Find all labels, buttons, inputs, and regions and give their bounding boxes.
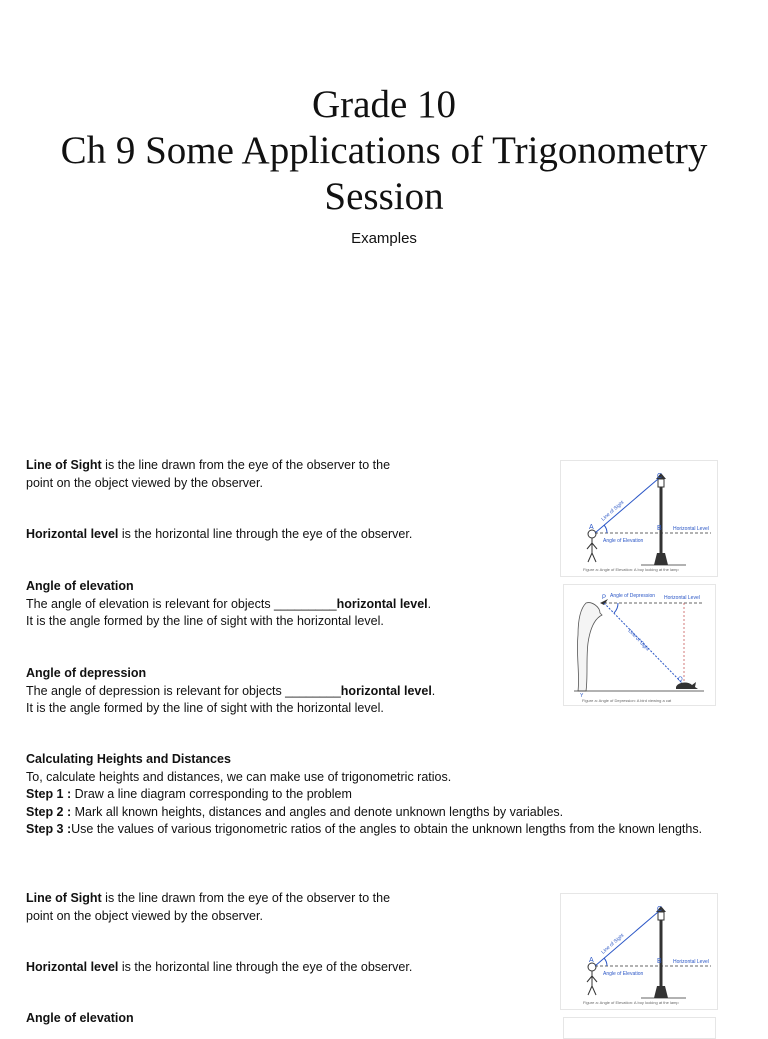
step-1-text: Draw a line diagram corresponding to the problem — [71, 787, 352, 801]
point-a-label: A — [589, 524, 594, 531]
angle-of-depression-block — [26, 665, 435, 718]
point-c-label: C — [657, 906, 663, 913]
calculating-heights-block — [26, 751, 702, 839]
horizontal-level-definition-repeat — [26, 959, 412, 977]
horizontal-level-term: Horizontal level — [26, 527, 119, 541]
title-line-session: Session — [324, 175, 444, 218]
angle-of-elevation-text-1: The angle of elevation is relevant for objects _________ — [26, 596, 337, 611]
point-b-label: B — [657, 525, 662, 532]
cat-icon — [676, 682, 698, 689]
line-of-sight-text-1: is the line drawn from the eye of the observer to the — [101, 458, 391, 472]
angle-of-elevation-heading-repeat-text: Angle of elevation — [26, 1011, 134, 1025]
step-2-text: Mark all known heights, distances and angles and denote unknown lengths by variables. — [71, 804, 564, 819]
angle-of-elevation-block — [26, 578, 431, 631]
line-of-sight-term-repeat: Line of Sight — [26, 891, 102, 905]
angle-arc — [604, 525, 607, 533]
line-of-sight-text-1-repeat: is the line drawn from the eye of the observer to the — [101, 891, 391, 905]
angle-of-depression-heading: Angle of depression — [26, 666, 147, 680]
point-c-label: C — [657, 473, 663, 480]
title-line-chapter: Ch 9 Some Applications of Trigonometry — [60, 129, 708, 172]
angle-of-depression-text-1: The angle of depression is relevant for objects ________ — [26, 683, 341, 698]
angle-of-elevation-text-2: It is the angle formed by the line of sight with the horizontal level. — [26, 614, 384, 628]
subtitle: Examples — [351, 230, 417, 247]
angle-of-elevation-heading-repeat — [26, 1010, 134, 1028]
angle-of-depression-end: . — [431, 683, 436, 698]
horizontal-level-label: Horizontal Level — [673, 526, 709, 532]
angle-of-depression-text-2: It is the angle formed by the line of sight with the horizontal level. — [26, 701, 384, 715]
step-3-label: Step 3 : — [26, 822, 72, 836]
angle-arc — [604, 958, 607, 966]
angle-of-elevation-figure-repeat — [560, 893, 718, 1010]
angle-of-depression-figure — [563, 584, 716, 706]
figure-caption: Figure a: Angle of Elevation: A boy looking at the lamp — [583, 1000, 679, 1005]
line-of-sight-definition-repeat — [26, 890, 390, 925]
observer-figure — [587, 963, 597, 995]
line-of-sight-definition — [26, 457, 390, 492]
angle-arc — [614, 603, 618, 613]
angle-of-depression-label: Angle of Depression — [610, 593, 656, 599]
angle-of-depression-figure-repeat — [563, 1017, 716, 1039]
calculating-heights-heading: Calculating Heights and Distances — [26, 752, 231, 766]
angle-of-elevation-label: Angle of Elevation — [603, 971, 644, 977]
point-p-label: P — [602, 595, 607, 601]
page-title — [0, 82, 768, 220]
line-of-sight-text-2-repeat: point on the object viewed by the observer. — [26, 908, 263, 923]
horizontal-level-label: Horizontal Level — [664, 595, 700, 601]
step-3-text: Use the values of various trigonometric ratios of the angles to obtain the unknown lengths from the known lengths. — [71, 822, 703, 836]
line-of-sight-label: Line of Sight — [626, 628, 651, 653]
horizontal-level-term-repeat: Horizontal level — [26, 960, 119, 974]
step-2-label: Step 2 : — [26, 804, 72, 819]
observer-figure — [587, 530, 597, 562]
step-1-label: Step 1 : — [26, 787, 72, 801]
horizontal-level-label: Horizontal Level — [673, 959, 709, 965]
cliff-shape — [577, 603, 602, 691]
point-q-label: Q — [678, 677, 683, 683]
figure-caption: Figure a: Angle of Depression: A bird viewing a cat — [582, 698, 672, 703]
line-of-sight-label: Line of Sight — [600, 932, 626, 956]
point-b-label: B — [657, 958, 662, 965]
lamp-post-figure — [641, 473, 686, 565]
line-of-sight-term: Line of Sight — [26, 458, 102, 472]
calculating-heights-intro: To, calculate heights and distances, we can make use of trigonometric ratios. — [26, 769, 452, 784]
angle-of-elevation-end: . — [427, 596, 432, 611]
angle-of-elevation-heading: Angle of elevation — [26, 579, 134, 593]
point-a-label: A — [589, 957, 594, 964]
lamp-post-figure — [641, 906, 686, 998]
point-y-label: Y — [580, 693, 584, 699]
angle-of-elevation-label: Angle of Elevation — [603, 538, 644, 544]
title-line-grade: Grade 10 — [311, 83, 457, 126]
horizontal-level-text: is the horizontal line through the eye of the observer. — [118, 527, 413, 541]
line-of-sight-text-2: point on the object viewed by the observer. — [26, 475, 263, 490]
line-of-sight-label: Line of Sight — [600, 499, 626, 523]
angle-of-elevation-figure — [560, 460, 718, 577]
angle-of-depression-bold: horizontal level — [340, 683, 432, 698]
horizontal-level-definition — [26, 526, 412, 544]
angle-of-elevation-bold: horizontal level — [336, 596, 428, 611]
horizontal-level-text-repeat: is the horizontal line through the eye of the observer. — [118, 960, 413, 974]
figure-caption: Figure a: Angle of Elevation: A boy looking at the lamp — [583, 567, 679, 572]
